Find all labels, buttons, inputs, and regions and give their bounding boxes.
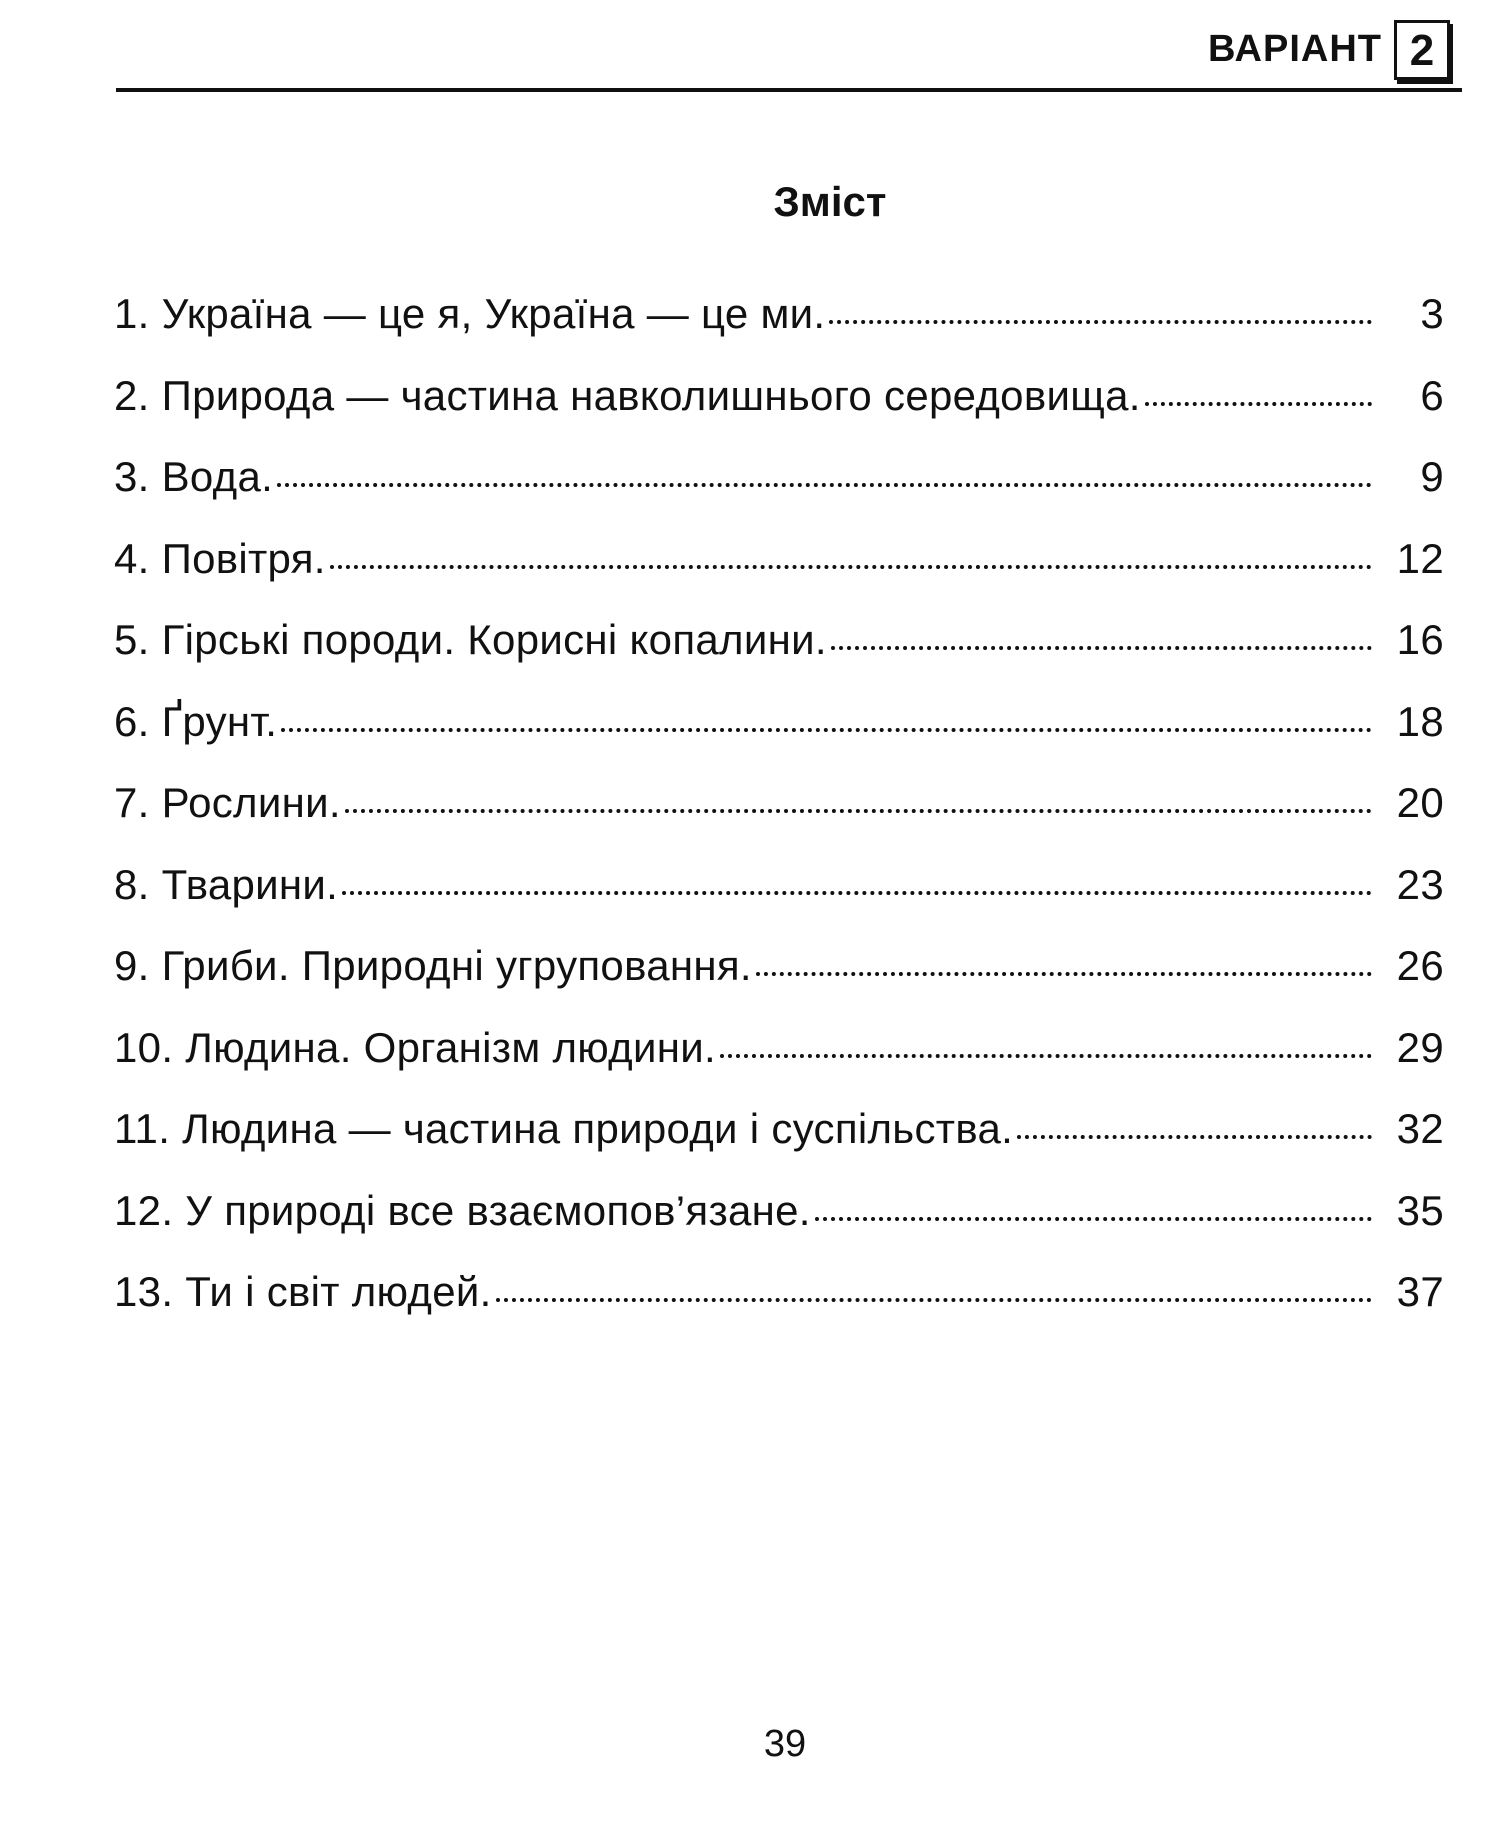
toc-entry bbox=[114, 616, 1444, 698]
toc-entry-page: 3 bbox=[1420, 290, 1444, 337]
toc-entry bbox=[114, 861, 1444, 943]
dot-leader bbox=[496, 1298, 1372, 1302]
dot-leader bbox=[342, 891, 1372, 895]
toc-entry bbox=[114, 372, 1444, 454]
dot-leader bbox=[815, 1217, 1372, 1221]
toc-entry-title: 4. Повітря. bbox=[114, 534, 326, 582]
toc-entry bbox=[114, 779, 1444, 861]
toc-entry-page: 16 bbox=[1396, 616, 1444, 663]
toc-entry bbox=[114, 1187, 1444, 1269]
toc-entry-title: 7. Рослини. bbox=[114, 779, 341, 826]
dot-leader bbox=[1017, 1135, 1372, 1139]
toc-entry-title: 5. Гірські породи. Корисні копалини. bbox=[114, 616, 827, 663]
dot-leader bbox=[1145, 402, 1372, 406]
toc-entry bbox=[114, 535, 1444, 617]
toc-entry-page: 26 bbox=[1396, 942, 1444, 989]
toc-entry-title: 11. Людина — частина природи і суспільства. bbox=[114, 1105, 1014, 1152]
toc-entry-title: 9. Гриби. Природні угруповання. bbox=[114, 942, 752, 989]
toc-entry-page: 35 bbox=[1396, 1186, 1444, 1234]
variant-number-badge: 2 bbox=[1394, 20, 1450, 80]
table-of-contents bbox=[114, 290, 1444, 1350]
toc-entry-title: 1. Україна — це я, Україна — це ми. bbox=[114, 290, 826, 337]
toc-entry bbox=[114, 942, 1444, 1024]
toc-entry bbox=[114, 453, 1444, 535]
toc-entry-title: 10. Людина. Організм людини. bbox=[114, 1023, 716, 1071]
page-number: 39 bbox=[763, 1723, 807, 1765]
toc-entry-title: 13. Ти і світ людей. bbox=[114, 1268, 492, 1315]
toc-entry-page: 29 bbox=[1396, 1023, 1444, 1071]
variant-label: ВАРІАНТ bbox=[1208, 28, 1382, 70]
toc-entry-title: 8. Тварини. bbox=[114, 860, 339, 908]
toc-entry bbox=[114, 1268, 1444, 1350]
toc-title: Зміст bbox=[773, 178, 887, 225]
toc-entry-title: 3. Вода. bbox=[114, 453, 274, 500]
toc-entry-page: 20 bbox=[1396, 779, 1444, 826]
toc-entry-page: 6 bbox=[1420, 371, 1444, 419]
toc-entry-page: 37 bbox=[1396, 1268, 1444, 1315]
toc-entry-page: 9 bbox=[1420, 453, 1444, 500]
toc-entry-title: 6. Ґрунт. bbox=[114, 697, 278, 745]
toc-entry bbox=[114, 290, 1444, 372]
dot-leader bbox=[281, 728, 1372, 732]
dot-leader bbox=[330, 565, 1372, 569]
dot-leader bbox=[756, 972, 1372, 976]
toc-entry-page: 12 bbox=[1396, 534, 1444, 582]
toc-entry bbox=[114, 698, 1444, 780]
header-divider bbox=[116, 88, 1462, 92]
toc-entry-page: 32 bbox=[1396, 1105, 1444, 1152]
toc-entry-page: 18 bbox=[1396, 697, 1444, 745]
toc-entry-page: 23 bbox=[1396, 860, 1444, 908]
page-header bbox=[116, 18, 1462, 92]
dot-leader bbox=[277, 483, 1372, 487]
toc-entry-title: 12. У природі все взаємопов’язане. bbox=[114, 1186, 811, 1234]
dot-leader bbox=[829, 320, 1372, 324]
dot-leader bbox=[720, 1054, 1372, 1058]
dot-leader bbox=[831, 646, 1372, 650]
toc-entry-title: 2. Природа — частина навколишнього середовища. bbox=[114, 371, 1141, 419]
dot-leader bbox=[345, 809, 1372, 813]
toc-entry bbox=[114, 1105, 1444, 1187]
toc-entry bbox=[114, 1024, 1444, 1106]
